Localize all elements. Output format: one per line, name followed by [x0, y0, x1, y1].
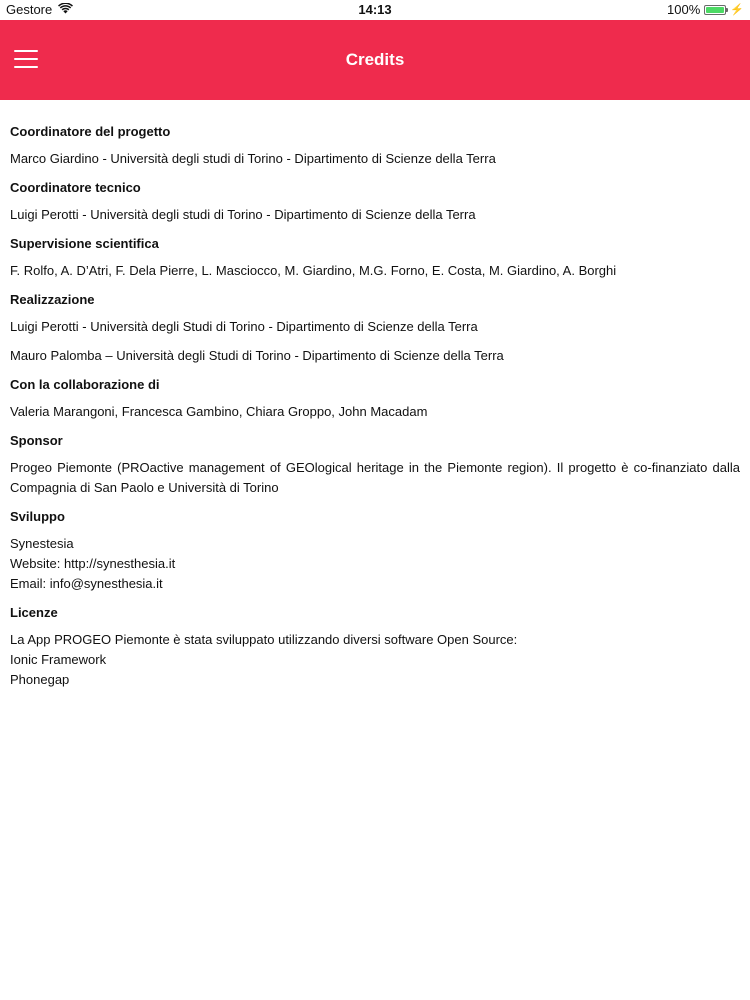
credit-line: Progeo Piemonte (PROactive management of GEOlogical heritage in the Piemonte region). Il progetto è co-finanziato dalla Compagnia di San Paolo e Università di Torino: [10, 460, 740, 495]
charging-icon: ⚡: [730, 4, 744, 16]
credit-line: Marco Giardino - Università degli studi di Torino - Dipartimento di Scienze della Terra: [10, 151, 496, 166]
section-body-scientific: [10, 261, 740, 281]
credit-line: Mauro Palomba – Università degli Studi di Torino - Dipartimento di Scienze della Terra: [10, 348, 504, 363]
section-title-coordinator: Coordinatore del progetto: [10, 124, 171, 139]
section-title-sponsor: Sponsor: [10, 433, 63, 448]
email-line: Email: info@synesthesia.it: [10, 576, 163, 591]
section-body-licenses: [10, 630, 740, 690]
credit-line: Phonegap: [10, 672, 70, 687]
section-title-development: Sviluppo: [10, 509, 65, 524]
app-header: [0, 20, 750, 100]
battery-percent: 100%: [667, 2, 701, 17]
section-title-licenses: Licenze: [10, 605, 58, 620]
page-title: Credits: [345, 50, 405, 69]
website-line: Website: http://synesthesia.it: [10, 556, 176, 571]
credit-line: F. Rolfo, A. D’Atri, F. Dela Pierre, L. Masciocco, M. Giardino, M.G. Forno, E. Costa, M. Giardino, A. Borghi: [10, 263, 617, 278]
status-bar: [0, 0, 750, 20]
status-right: [667, 0, 744, 20]
section-title-collaboration: Con la collaborazione di: [10, 377, 160, 392]
status-time: 14:13: [358, 2, 392, 17]
section-body-sponsor: [10, 458, 740, 498]
section-body-development: [10, 534, 740, 594]
credit-line: Luigi Perotti - Università degli Studi di Torino - Dipartimento di Scienze della Terra: [10, 319, 478, 334]
battery-fill: [706, 7, 724, 13]
credit-line: Valeria Marangoni, Francesca Gambino, Chiara Groppo, John Macadam: [10, 404, 428, 419]
credit-line: Ionic Framework: [10, 652, 107, 667]
credit-line: La App PROGEO Piemonte è stata sviluppato utilizzando diversi software Open Source:: [10, 632, 518, 647]
section-body-collaboration: [10, 402, 740, 422]
section-body-realization: [10, 317, 740, 366]
section-body-technical: [10, 205, 740, 225]
section-body-coordinator: [10, 149, 740, 169]
credit-line: Luigi Perotti - Università degli studi di Torino - Dipartimento di Scienze della Terra: [10, 207, 476, 222]
battery-icon: [704, 5, 726, 15]
credit-line: Synestesia: [10, 536, 74, 551]
section-title-realization: Realizzazione: [10, 292, 95, 307]
section-title-technical: Coordinatore tecnico: [10, 180, 141, 195]
credits-content: [0, 100, 750, 690]
carrier-label: Gestore: [6, 2, 53, 17]
section-title-scientific: Supervisione scientifica: [10, 236, 159, 251]
